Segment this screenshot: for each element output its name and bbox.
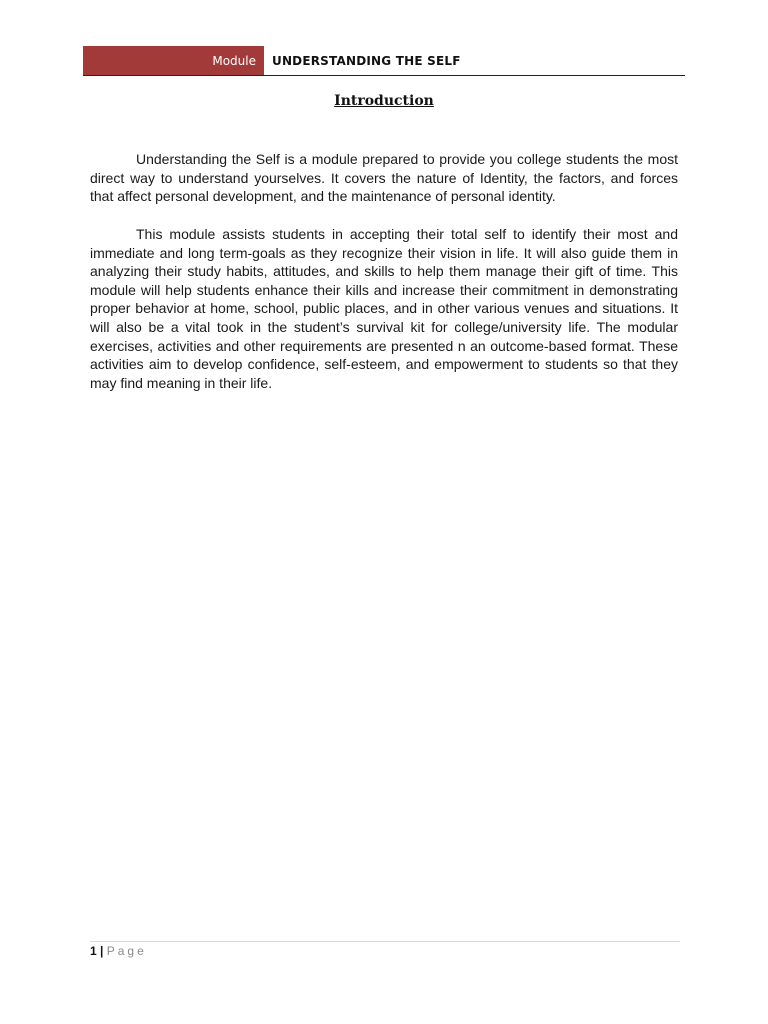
page-footer bbox=[90, 944, 147, 958]
page-header bbox=[83, 46, 685, 76]
document-title: Introduction bbox=[334, 93, 434, 109]
module-tag: Module bbox=[83, 46, 264, 75]
paragraph-1: Understanding the Self is a module prepared to provide you college students the most direct way to understand yourselves. It covers the nature of Identity, the factors, and forces that affect personal development, and the maintenance of personal identity. bbox=[90, 151, 678, 205]
paragraph-2: This module assists students in accepting their total self to identify their most and immediate and long term-goals as they recognize their vision in life. It will also guide them in analyzing their study habits, attitudes, and skills to help them manage their gift of time. This module will help students enhance their kills and increase their commitment in demonstrating proper behavior at home, school, public places, and in other various venues and situations. It will also be a vital took in the student’s survival kit for college/university life. The modular exercises, activities and other requirements are presented n an outcome-based format. These activities aim to develop confidence, self-esteem, and empowerment to students so that they may find meaning in their life. bbox=[90, 226, 678, 391]
footer-divider bbox=[90, 941, 680, 942]
page-number: 1 bbox=[90, 944, 97, 958]
page-label: Page bbox=[106, 944, 147, 958]
header-title: UNDERSTANDING THE SELF bbox=[272, 53, 461, 68]
page-separator: | bbox=[100, 944, 104, 958]
